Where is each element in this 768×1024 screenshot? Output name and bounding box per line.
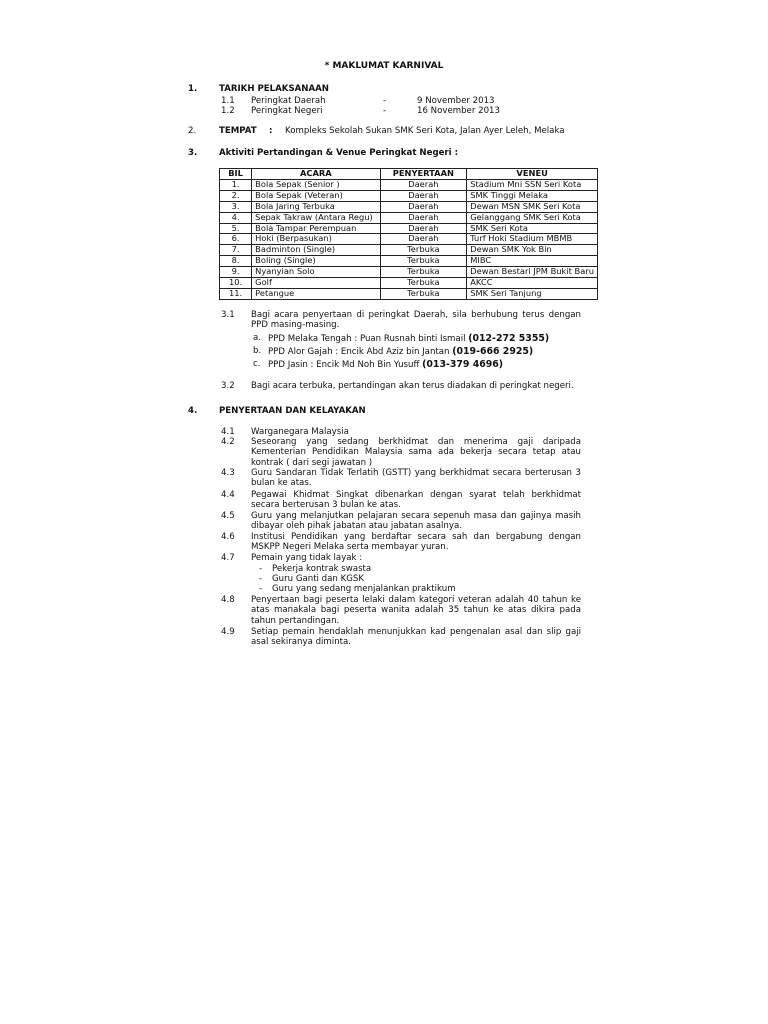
date-row-value: 9 November 2013 bbox=[417, 96, 495, 106]
contact-item bbox=[268, 333, 549, 344]
cell-penyertaan: Daerah bbox=[380, 190, 467, 201]
cell-penyertaan: Daerah bbox=[380, 234, 467, 245]
cell-penyertaan: Daerah bbox=[380, 212, 467, 223]
table-row bbox=[220, 288, 598, 299]
contact-phone: (012-272 5355) bbox=[468, 333, 550, 344]
cell-bil: 1. bbox=[220, 179, 252, 190]
cell-acara: Bola Jaring Terbuka bbox=[252, 201, 380, 212]
cell-penyertaan: Terbuka bbox=[380, 245, 467, 256]
item-text: Institusi Pendidikan yang berdaftar secara sah dan bergabung dengan MSKPP Negeri Melaka serta membayar yuran. bbox=[251, 532, 581, 553]
cell-acara: Bola Tampar Perempuan bbox=[252, 223, 380, 234]
item-number: 4.5 bbox=[221, 511, 235, 521]
cell-veneu: Gelanggang SMK Seri Kota bbox=[467, 212, 598, 223]
ineligible-item: Guru Ganti dan KGSK bbox=[272, 574, 364, 584]
events-table bbox=[219, 168, 598, 300]
ineligible-dash: - bbox=[259, 584, 263, 594]
item-number: 4.2 bbox=[221, 437, 235, 447]
date-row-number: 1.1 bbox=[221, 96, 235, 106]
cell-bil: 11. bbox=[220, 288, 252, 299]
cell-acara: Hoki (Berpasukan) bbox=[252, 234, 380, 245]
cell-veneu: AKCC bbox=[467, 278, 598, 289]
section-1-number: 1. bbox=[188, 84, 198, 94]
table-row bbox=[220, 212, 598, 223]
date-row-number: 1.2 bbox=[221, 106, 235, 116]
item-text: Penyertaan bagi peserta lelaki dalam kategori veteran adalah 40 tahun ke atas manakala bagi peserta wanita adalah 35 tahun ke atas dikira pada tahun pertandingan. bbox=[251, 595, 581, 626]
venue-label: TEMPAT bbox=[219, 126, 257, 136]
item-text: Pemain yang tidak layak : bbox=[251, 553, 363, 563]
contact-item bbox=[268, 359, 503, 370]
item-number: 4.7 bbox=[221, 553, 235, 563]
cell-penyertaan: Daerah bbox=[380, 179, 467, 190]
item-number: 4.8 bbox=[221, 595, 235, 605]
cell-penyertaan: Terbuka bbox=[380, 288, 467, 299]
cell-acara: Golf bbox=[252, 278, 380, 289]
cell-veneu: SMK Seri Kota bbox=[467, 223, 598, 234]
section-1-heading: TARIKH PELAKSANAAN bbox=[219, 84, 329, 94]
item-text: Seseorang yang sedang berkhidmat dan menerima gaji daripada Kementerian Pendidikan Malaysia sama ada bekerja secara tetap atau kontrak ( dari segi jawatan ) bbox=[251, 437, 581, 468]
cell-penyertaan: Terbuka bbox=[380, 278, 467, 289]
contact-phone: (013-379 4696) bbox=[422, 359, 504, 370]
cell-veneu: Dewan SMK Yok Bin bbox=[467, 245, 598, 256]
cell-acara: Nyanyian Solo bbox=[252, 267, 380, 278]
cell-veneu: Turf Hoki Stadium MBMB bbox=[467, 234, 598, 245]
subsection-number: 3.1 bbox=[221, 310, 235, 320]
section-3-heading: Aktiviti Pertandingan & Venue Peringkat Negeri : bbox=[219, 148, 459, 158]
table-row bbox=[220, 223, 598, 234]
item-number: 4.1 bbox=[221, 427, 235, 437]
date-row-value: 16 November 2013 bbox=[417, 106, 500, 116]
table-row bbox=[220, 179, 598, 190]
item-text: Setiap pemain hendaklah menunjukkan kad pengenalan asal dan slip gaji asal sekiranya diminta. bbox=[251, 627, 581, 648]
cell-bil: 9. bbox=[220, 267, 252, 278]
cell-veneu: MIBC bbox=[467, 256, 598, 267]
page-title: * MAKLUMAT KARNIVAL bbox=[324, 61, 444, 71]
ineligible-dash: - bbox=[259, 564, 263, 574]
cell-acara: Badminton (Single) bbox=[252, 245, 380, 256]
column-header-bil: BIL bbox=[220, 169, 252, 180]
table-row bbox=[220, 201, 598, 212]
cell-veneu: SMK Tinggi Melaka bbox=[467, 190, 598, 201]
item-number: 4.4 bbox=[221, 490, 235, 500]
cell-bil: 2. bbox=[220, 190, 252, 201]
cell-acara: Sepak Takraw (Antara Regu) bbox=[252, 212, 380, 223]
table-row bbox=[220, 278, 598, 289]
date-row-separator: - bbox=[383, 106, 387, 116]
table-row bbox=[220, 234, 598, 245]
section-4-number: 4. bbox=[188, 406, 198, 416]
subsection-text: Bagi acara penyertaan di peringkat Daerah, sila berhubung terus dengan PPD masing-masing. bbox=[251, 310, 581, 331]
cell-penyertaan: Terbuka bbox=[380, 267, 467, 278]
subsection-number: 3.2 bbox=[221, 381, 235, 391]
subsection-text: Bagi acara terbuka, pertandingan akan terus diadakan di peringkat negeri. bbox=[251, 381, 574, 391]
item-text: Pegawai Khidmat Singkat dibenarkan dengan syarat telah berkhidmat secara berterusan 3 bulan ke atas. bbox=[251, 490, 581, 511]
cell-bil: 10. bbox=[220, 278, 252, 289]
date-row-label: Peringkat Negeri bbox=[251, 106, 323, 116]
section-4-heading: PENYERTAAN DAN KELAYAKAN bbox=[219, 406, 366, 416]
item-text: Guru Sandaran Tidak Terlatih (GSTT) yang berkhidmat secara berterusan 3 bulan ke atas. bbox=[251, 468, 581, 489]
contact-name: PPD Melaka Tengah : Puan Rusnah binti Ismail bbox=[268, 334, 466, 344]
cell-bil: 3. bbox=[220, 201, 252, 212]
item-number: 4.6 bbox=[221, 532, 235, 542]
ineligible-dash: - bbox=[259, 574, 263, 584]
date-row-separator: - bbox=[383, 96, 387, 106]
cell-penyertaan: Daerah bbox=[380, 201, 467, 212]
table-row bbox=[220, 267, 598, 278]
item-number: 4.9 bbox=[221, 627, 235, 637]
cell-acara: Bola Sepak (Veteran) bbox=[252, 190, 380, 201]
cell-bil: 5. bbox=[220, 223, 252, 234]
events-table-body bbox=[220, 179, 598, 299]
venue-value: Kompleks Sekolah Sukan SMK Seri Kota, Jalan Ayer Leleh, Melaka bbox=[285, 126, 565, 136]
section-2-number: 2. bbox=[188, 126, 197, 136]
date-row-label: Peringkat Daerah bbox=[251, 96, 326, 106]
cell-bil: 6. bbox=[220, 234, 252, 245]
ineligible-item: Guru yang sedang menjalankan praktikum bbox=[272, 584, 456, 594]
cell-bil: 8. bbox=[220, 256, 252, 267]
contact-phone: (019-666 2925) bbox=[452, 346, 534, 357]
ineligible-item: Pekerja kontrak swasta bbox=[272, 564, 372, 574]
cell-veneu: Dewan MSN SMK Seri Kota bbox=[467, 201, 598, 212]
contact-name: PPD Jasin : Encik Md Noh Bin Yusuff bbox=[268, 360, 420, 370]
item-number: 4.3 bbox=[221, 468, 235, 478]
column-header-veneu: VENEU bbox=[467, 169, 598, 180]
contact-letter: c. bbox=[253, 359, 261, 369]
contact-name: PPD Alor Gajah : Encik Abd Aziz bin Jantan bbox=[268, 347, 450, 357]
cell-bil: 4. bbox=[220, 212, 252, 223]
item-text: Guru yang melanjutkan pelajaran secara sepenuh masa dan gajinya masih dibayar oleh pihak jabatan atau jabatan asalnya. bbox=[251, 511, 581, 532]
contact-letter: a. bbox=[253, 333, 261, 343]
cell-veneu: Dewan Bestari JPM Bukit Baru bbox=[467, 267, 598, 278]
section-3-number: 3. bbox=[188, 148, 198, 158]
contact-item bbox=[268, 346, 533, 357]
contact-letter: b. bbox=[253, 346, 262, 356]
cell-veneu: SMK Seri Tanjung bbox=[467, 288, 598, 299]
column-header-acara: ACARA bbox=[252, 169, 380, 180]
cell-acara: Boling (Single) bbox=[252, 256, 380, 267]
cell-penyertaan: Terbuka bbox=[380, 256, 467, 267]
cell-veneu: Stadium Mni SSN Seri Kota bbox=[467, 179, 598, 190]
cell-penyertaan: Daerah bbox=[380, 223, 467, 234]
table-header-row bbox=[220, 169, 598, 180]
table-row bbox=[220, 245, 598, 256]
cell-bil: 7. bbox=[220, 245, 252, 256]
venue-colon: : bbox=[269, 126, 273, 136]
cell-acara: Bola Sepak (Senior ) bbox=[252, 179, 380, 190]
item-text: Warganegara Malaysia bbox=[251, 427, 349, 437]
table-row bbox=[220, 190, 598, 201]
cell-acara: Petangue bbox=[252, 288, 380, 299]
table-row bbox=[220, 256, 598, 267]
column-header-penyertaan: PENYERTAAN bbox=[380, 169, 467, 180]
